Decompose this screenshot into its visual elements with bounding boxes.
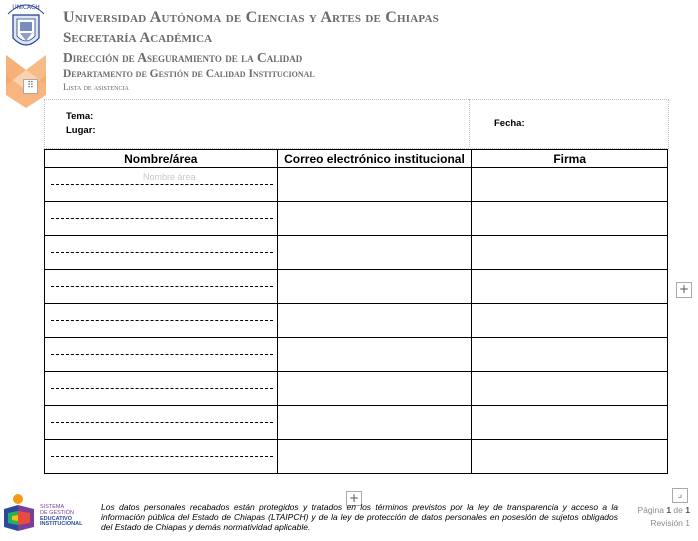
table-row — [45, 372, 668, 406]
topic-label[interactable]: Tema: — [66, 111, 94, 122]
email-cell[interactable] — [277, 406, 472, 440]
table-row — [45, 338, 668, 372]
name-cell[interactable] — [45, 406, 278, 440]
signature-cell[interactable] — [472, 236, 668, 270]
attendance-table — [44, 149, 668, 474]
email-cell[interactable] — [277, 236, 472, 270]
email-cell[interactable] — [277, 338, 472, 372]
name-cell[interactable] — [45, 440, 278, 474]
signature-cell[interactable] — [472, 304, 668, 338]
signature-cell[interactable] — [472, 440, 668, 474]
brand-line: SISTEMA — [40, 504, 65, 510]
revision-number: Revisión 1 — [650, 518, 690, 528]
brand-line: EDUCATIVO — [40, 515, 72, 522]
signature-cell[interactable] — [472, 168, 668, 202]
add-row-button[interactable]: + — [676, 282, 692, 298]
table-row — [45, 440, 668, 474]
table-row — [45, 168, 668, 202]
signature-cell[interactable] — [472, 270, 668, 304]
table-row — [45, 236, 668, 270]
dashed-line — [51, 218, 273, 219]
dashed-line — [51, 184, 273, 185]
name-cell[interactable] — [45, 338, 278, 372]
table-move-handle[interactable]: ⠿ — [23, 79, 38, 94]
email-cell[interactable] — [277, 168, 472, 202]
university-name: Universidad Autónoma de Ciencias y Artes de Chiapas — [63, 9, 439, 26]
name-placeholder: Nombre área — [143, 172, 196, 182]
email-cell[interactable] — [277, 304, 472, 338]
page-info — [637, 504, 690, 530]
document-header — [63, 10, 439, 92]
email-cell[interactable] — [277, 270, 472, 304]
brand-line: INSTITUCIONAL — [40, 521, 83, 528]
place-label[interactable]: Lugar: — [66, 125, 96, 136]
name-cell[interactable] — [45, 270, 278, 304]
dashed-line — [51, 456, 273, 457]
sgei-wordmark — [40, 505, 82, 528]
dashed-line — [51, 320, 273, 321]
signature-cell[interactable] — [472, 202, 668, 236]
signature-cell[interactable] — [472, 372, 668, 406]
dashed-line — [51, 252, 273, 253]
signature-cell[interactable] — [472, 406, 668, 440]
table-row — [45, 406, 668, 440]
name-cell[interactable] — [45, 202, 278, 236]
brand-line: DE GESTIÓN — [40, 509, 74, 516]
secretariat-name: Secretaría Académica — [63, 30, 213, 46]
dashed-line — [51, 286, 273, 287]
dashed-line — [51, 354, 273, 355]
email-cell[interactable] — [277, 372, 472, 406]
name-cell[interactable] — [45, 304, 278, 338]
info-divider — [469, 99, 470, 147]
name-cell[interactable] — [45, 168, 278, 202]
column-header-signature: Firma — [472, 150, 668, 168]
dashed-line — [51, 422, 273, 423]
add-column-button[interactable]: + — [346, 491, 362, 506]
privacy-notice: Los datos personales recabados están protegidos y tratados en los términos previstos por la ley de transparencia y acceso a la información pública del Estado de Chiapas (LTAIPCH) y de la ley de protección de datos personales en posesión de sujetos obligados del Estado de Chiapas y demás normatividad aplicable. — [101, 502, 618, 532]
dashed-line — [51, 388, 273, 389]
column-header-name: Nombre/área — [45, 150, 278, 168]
date-label[interactable]: Fecha: — [494, 118, 525, 129]
attendance-rows — [45, 168, 668, 474]
name-cell[interactable] — [45, 236, 278, 270]
table-row — [45, 202, 668, 236]
table-resize-handle[interactable]: ⌟ — [672, 488, 688, 503]
department-name: Departamento de Gestión de Calidad Institucional — [63, 67, 315, 80]
signature-cell[interactable] — [472, 338, 668, 372]
email-cell[interactable] — [277, 202, 472, 236]
logo-wordmark: UNICACH — [12, 4, 40, 11]
name-cell[interactable] — [45, 372, 278, 406]
column-header-email: Correo electrónico institucional — [277, 150, 472, 168]
table-row — [45, 270, 668, 304]
direction-name: Dirección de Aseguramiento de la Calidad — [63, 50, 303, 65]
event-info-box — [44, 99, 669, 149]
email-cell[interactable] — [277, 440, 472, 474]
document-type: Lista de asistencia — [63, 82, 129, 92]
sgei-logo — [2, 491, 38, 536]
table-row — [45, 304, 668, 338]
table-header-row — [45, 150, 668, 168]
page-number: Página 1 de 1 — [637, 505, 690, 515]
